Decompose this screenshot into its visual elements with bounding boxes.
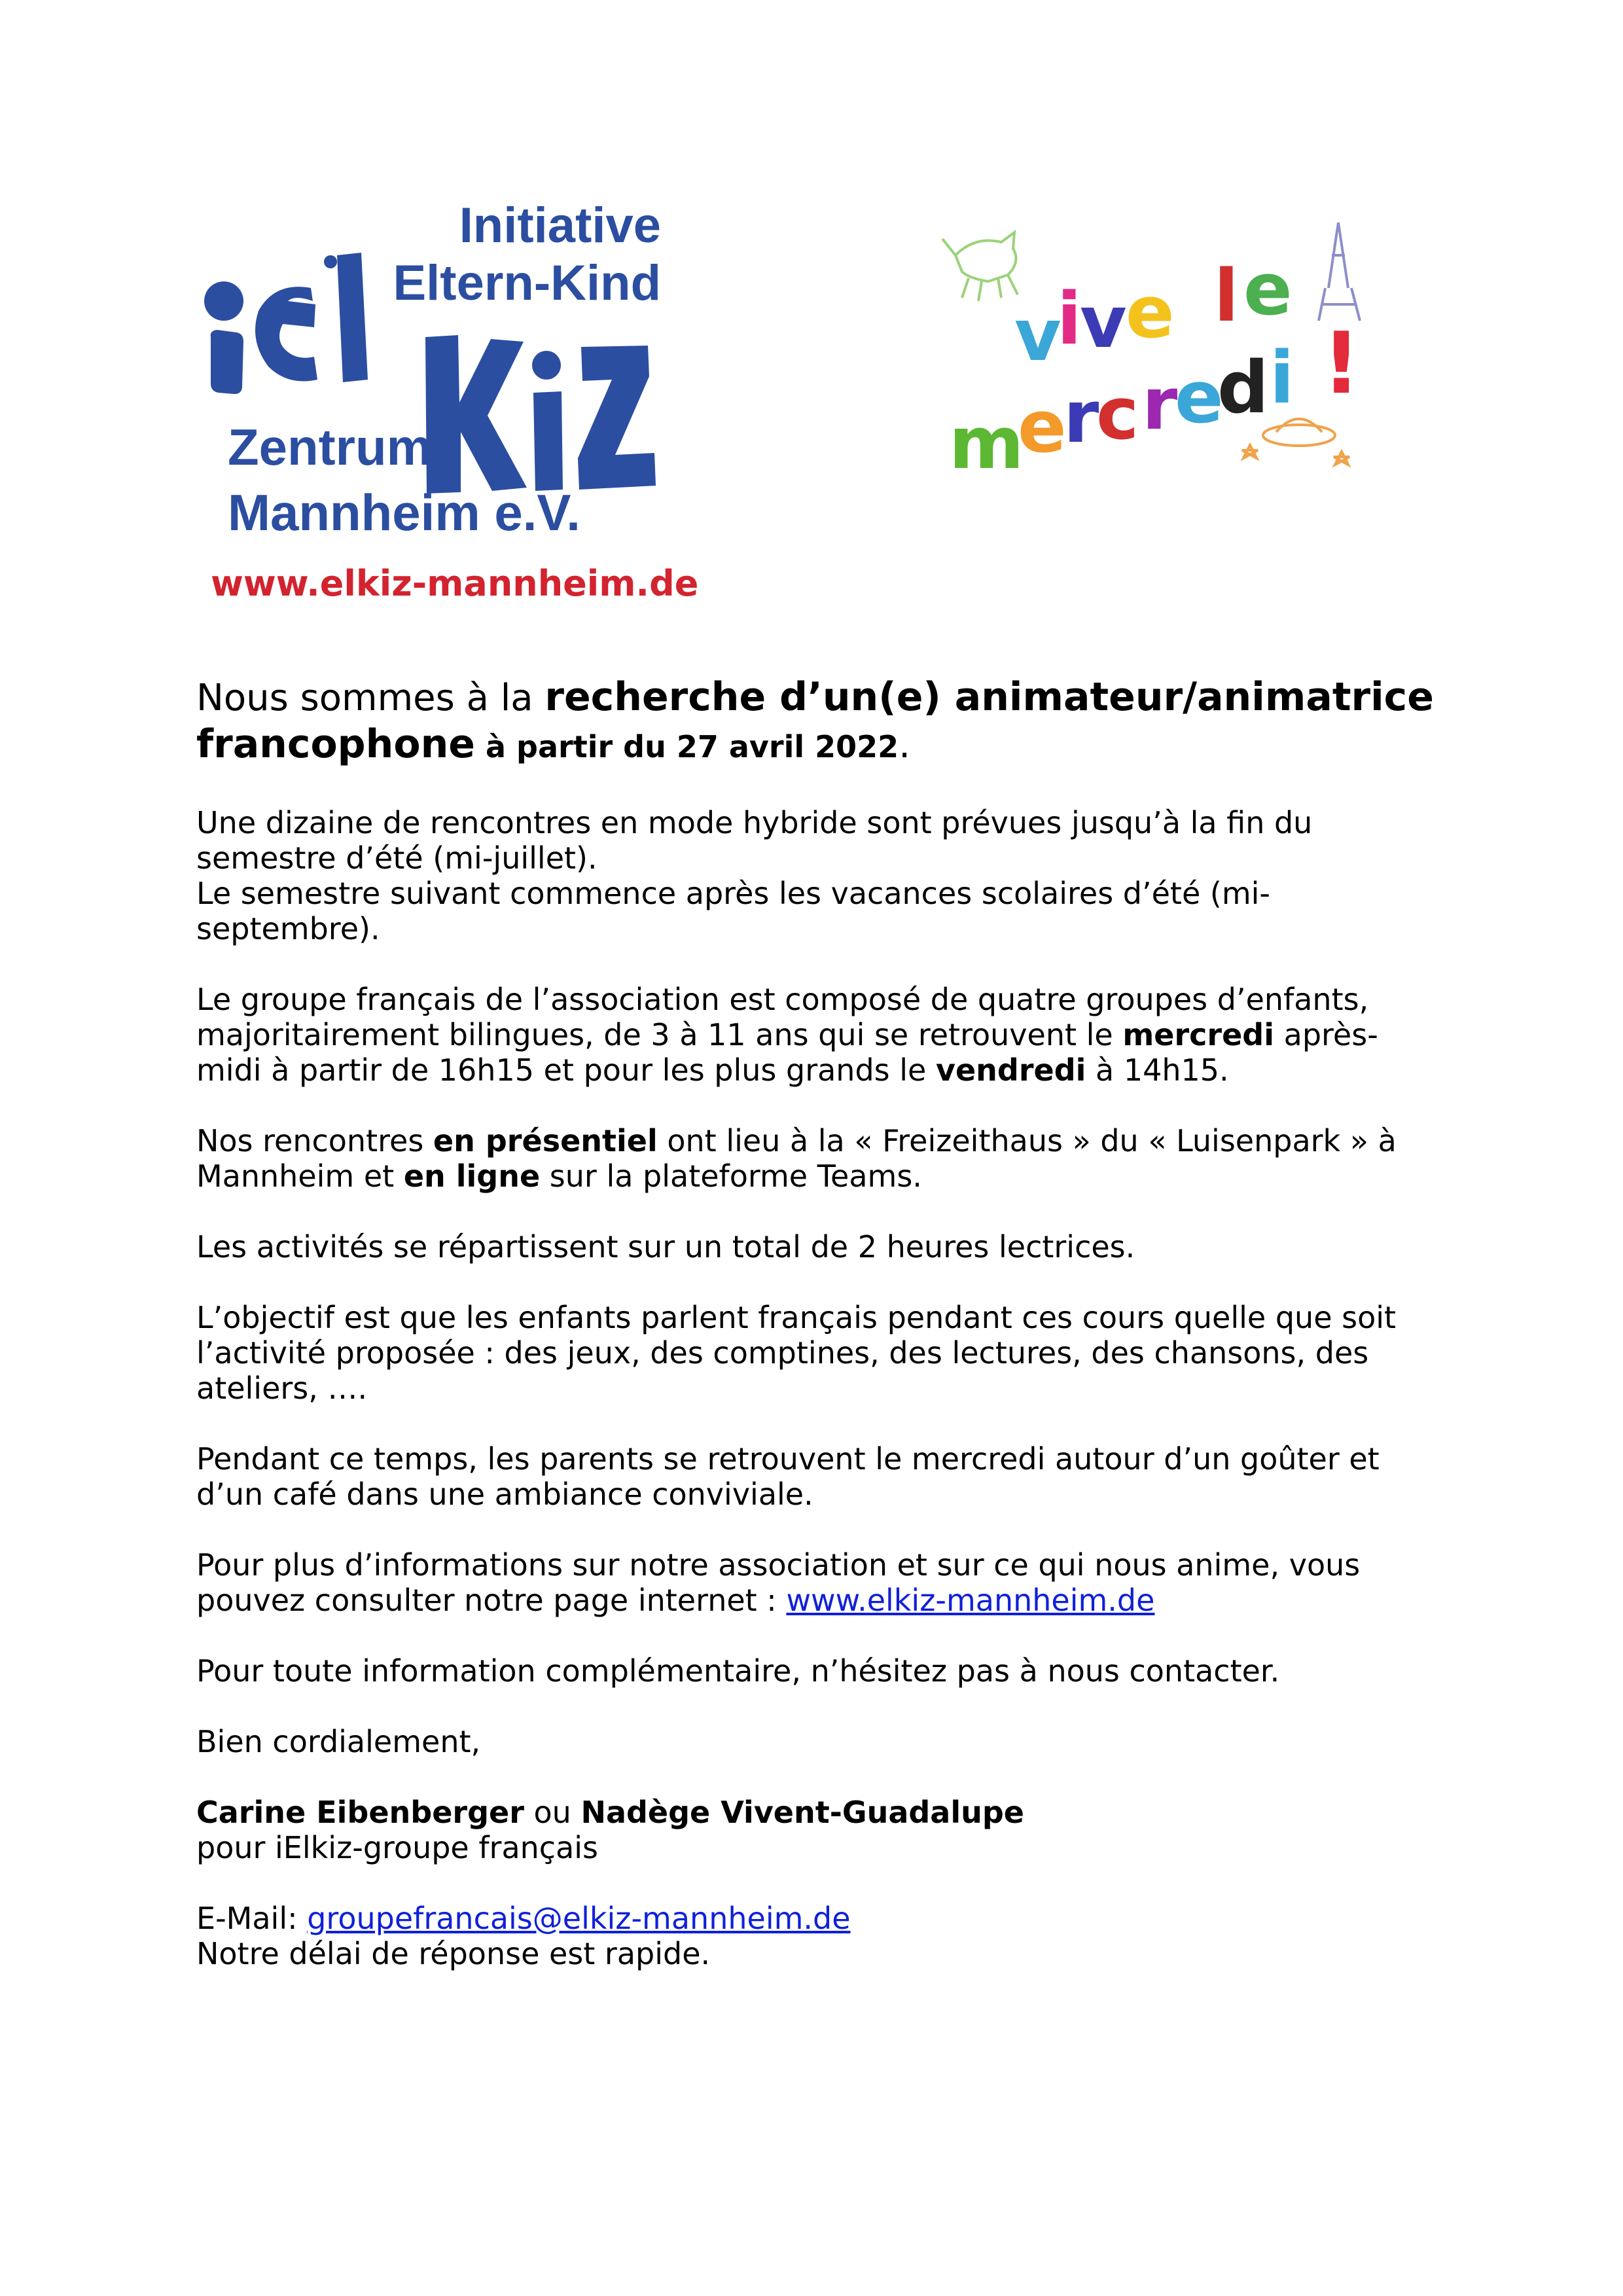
headline-date: à partir du 27 avril 2022 — [474, 729, 899, 764]
svg-text:r: r — [1063, 375, 1099, 459]
contact-note: Notre délai de réponse est rapide. — [196, 1936, 711, 1971]
svg-text:e: e — [1018, 385, 1067, 469]
svg-text:c: c — [1096, 372, 1139, 456]
contact-email-line — [196, 1901, 1440, 1936]
headline-intro: Nous sommes à la — [196, 677, 545, 719]
para1-line1: Une dizaine de rencontres en mode hybride sont prévues jusqu’à la fin du semestre d’été (mi-juillet). — [196, 805, 1313, 876]
letter-body — [196, 674, 1440, 2007]
svg-text:i: i — [1270, 336, 1294, 420]
para8: Pour toute information complémentaire, n’hésitez pas à nous contacter. — [196, 1653, 1280, 1689]
headline-strong: recherche d’un(e) animateur/animatrice francophone — [196, 674, 1434, 767]
para6: Pendant ce temps, les parents se retrouvent le mercredi autour d’un goûter et d’un café dans une ambiance conviviale. — [196, 1441, 1380, 1512]
vive-le-mercredi-graphic — [936, 209, 1407, 497]
cat-doodle-icon — [942, 232, 1018, 301]
logo-line-mannheim: Mannheim e.V. — [228, 484, 580, 541]
para3 — [196, 1123, 1440, 1194]
email-link[interactable]: groupefrancais@elkiz-mannheim.de — [307, 1901, 851, 1936]
logo-url: www.elkiz-mannheim.de — [211, 563, 699, 604]
website-link[interactable]: www.elkiz-mannheim.de — [786, 1583, 1155, 1618]
elkiz-logo-graphic — [196, 190, 720, 622]
para3-bold-presentiel: en présentiel — [433, 1123, 658, 1158]
svg-text:v: v — [1080, 280, 1127, 364]
closing: Bien cordialement, — [196, 1724, 481, 1759]
signature-or: ou — [524, 1795, 581, 1830]
para7 — [196, 1547, 1440, 1618]
logo-line-zentrum: Zentrum — [228, 418, 432, 476]
para4: Les activités se répartissent sur un total de 2 heures lectrices. — [196, 1229, 1135, 1265]
logo-line-eltern-kind: Eltern-Kind — [393, 255, 661, 311]
para2 — [196, 982, 1440, 1088]
svg-text:e: e — [1243, 247, 1293, 331]
para2-text-3: à 14h15. — [1086, 1052, 1229, 1088]
para7-text: Pour plus d’informations sur notre association et sur ce qui nous anime, vous pouvez consulter notre page internet : — [196, 1547, 1361, 1618]
eiffel-tower-icon — [1319, 223, 1360, 321]
vive-le-mercredi-logo — [936, 209, 1407, 497]
svg-text:m: m — [949, 401, 1024, 485]
signature-name-1: Carine Eibenberger — [196, 1795, 524, 1830]
para2-text-1: Le groupe français de l’association est composé de quatre groupes d’enfants, majoritairement bilingues, de 3 à 11 ans qui se retrouvent le — [196, 982, 1369, 1052]
kiz-letters-icon — [425, 335, 656, 493]
svg-text:d: d — [1217, 346, 1269, 429]
logo-line-initiative: Initiative — [459, 198, 661, 253]
para5: L’objectif est que les enfants parlent français pendant ces cours quelle que soit l’activité proposée : des jeux, des comptines, des lectures, des chansons, des ateliers, …. — [196, 1300, 1397, 1406]
para2-bold-vendredi: vendredi — [935, 1052, 1086, 1088]
para2-text-2: après-midi à partir de 16h15 et pour les plus grands le — [196, 1017, 1378, 1088]
svg-text:v: v — [1014, 293, 1061, 377]
signature-name-2: Nadège Vivent-Guadalupe — [580, 1795, 1024, 1830]
email-label: E-Mail: — [196, 1901, 308, 1936]
svg-text:e: e — [1126, 270, 1175, 354]
para3-text-2: ont lieu à la « Freizeithaus » du « Luisenpark » à Mannheim et — [196, 1123, 1397, 1194]
headline-end: . — [899, 724, 910, 766]
para1-line2: Le semestre suivant commence après les vacances scolaires d’été (mi-septembre). — [196, 876, 1271, 946]
para3-text-1: Nos rencontres — [196, 1123, 433, 1158]
elkiz-logo — [196, 190, 720, 622]
para3-bold-en-ligne: en ligne — [403, 1158, 541, 1194]
para3-text-3: sur la plateforme Teams. — [540, 1158, 922, 1194]
svg-text:i: i — [1057, 277, 1082, 361]
svg-text:e: e — [1175, 355, 1224, 439]
iel-emblem-icon — [204, 253, 368, 394]
para2-bold-mercredi: mercredi — [1122, 1017, 1275, 1052]
signature-org: pour iElkiz-groupe français — [196, 1830, 599, 1865]
svg-text:r: r — [1142, 362, 1178, 446]
svg-text:!: ! — [1322, 314, 1361, 413]
headline — [196, 674, 1440, 770]
signature-names — [196, 1795, 1440, 1830]
svg-text:l: l — [1214, 254, 1239, 338]
